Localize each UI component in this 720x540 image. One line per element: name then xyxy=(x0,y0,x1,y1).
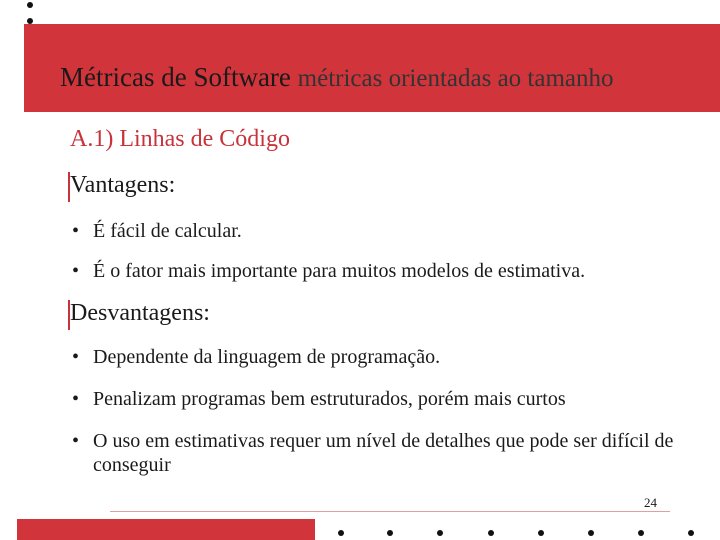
bullet-mark: • xyxy=(72,220,80,242)
footer-rule xyxy=(110,511,670,512)
decor-dot xyxy=(638,530,644,536)
decor-dot xyxy=(688,530,694,536)
bullet-mark: • xyxy=(72,260,80,282)
bullet-mark: • xyxy=(72,346,80,368)
slide-title xyxy=(60,62,614,93)
bullet-item xyxy=(72,219,712,243)
bullet-text: É o fator mais importante para muitos modelos de estimativa. xyxy=(93,260,586,282)
advantages-label: Vantagens: xyxy=(70,172,176,198)
bullet-text: É fácil de calcular. xyxy=(93,220,242,242)
footer-banner xyxy=(17,519,315,540)
section-heading: A.1) Linhas de Código xyxy=(70,126,290,152)
bullet-item xyxy=(72,387,712,411)
bullet-text: Penalizam programas bem estruturados, porém mais curtos xyxy=(93,388,566,410)
bullet-text: O uso em estimativas requer um nível de detalhes que pode ser difícil de conseguir xyxy=(93,430,674,476)
bullet-mark: • xyxy=(72,388,80,410)
decor-dot xyxy=(538,530,544,536)
decor-dot xyxy=(27,2,33,8)
slide-title-sub: métricas orientadas ao tamanho xyxy=(297,65,614,92)
decor-dot xyxy=(338,530,344,536)
bullet-item xyxy=(72,345,712,369)
bullet-text: Dependente da linguagem de programação. xyxy=(93,346,441,368)
decor-dot xyxy=(588,530,594,536)
disadvantages-label: Desvantagens: xyxy=(70,300,210,326)
slide-title-main: Métricas de Software xyxy=(60,62,291,92)
decor-dot xyxy=(387,530,393,536)
decor-dot xyxy=(437,530,443,536)
bullet-item xyxy=(72,429,712,477)
bullet-mark: • xyxy=(72,430,80,452)
bullet-item xyxy=(72,259,712,283)
decor-dot xyxy=(488,530,494,536)
page-number: 24 xyxy=(644,495,657,510)
